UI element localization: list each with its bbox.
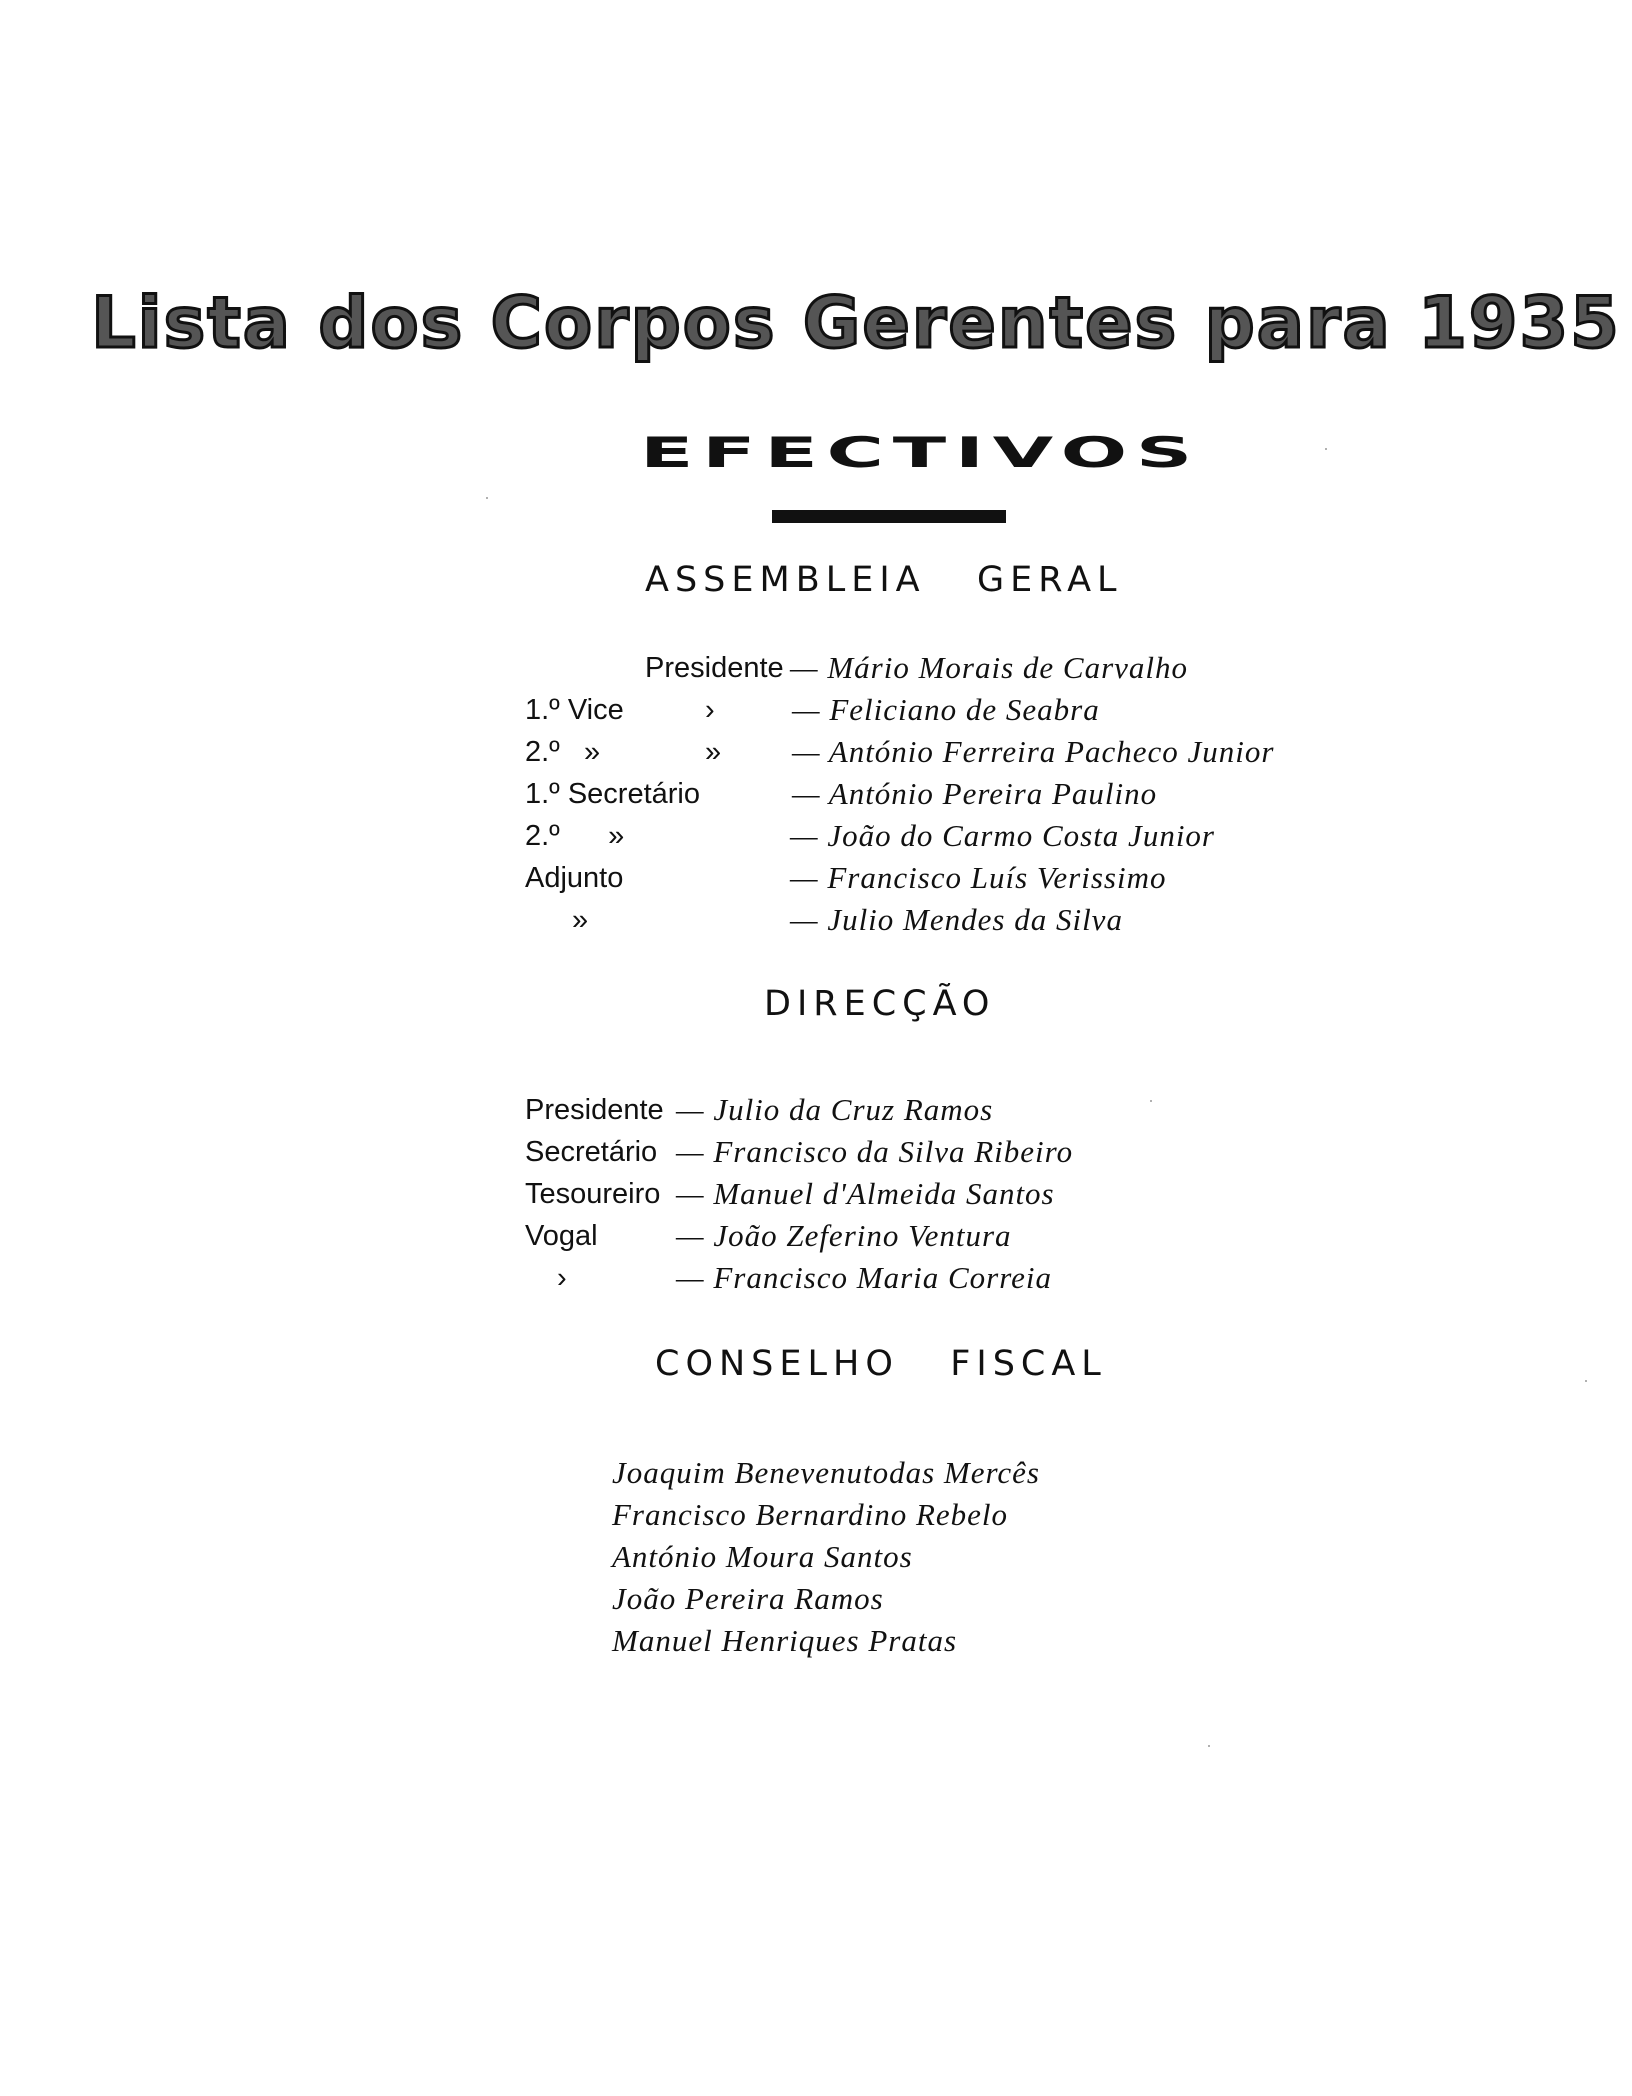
assembleia-role: 1.º Vice: [525, 694, 624, 726]
conselho-name: Joaquim Benevenutodas Mercês: [612, 1455, 1040, 1490]
direccao-role: Presidente: [525, 1094, 664, 1126]
page-title: Lista dos Corpos Gerentes para 1935: [91, 282, 1621, 364]
assembleia-ditto-mark: ›: [705, 694, 715, 726]
assembleia-role: Adjunto: [525, 862, 624, 894]
direccao-name: — Francisco Maria Correia: [676, 1260, 1053, 1295]
conselho-name: António Moura Santos: [612, 1539, 913, 1574]
conselho-name: João Pereira Ramos: [612, 1581, 884, 1616]
conselho-name: Francisco Bernardino Rebelo: [612, 1497, 1009, 1532]
assembleia-name: — Francisco Luís Verissimo: [790, 860, 1167, 895]
direccao-name: — João Zeferino Ventura: [676, 1218, 1012, 1253]
assembleia-role: 2.º »: [525, 820, 625, 852]
scan-speck: [1585, 1380, 1587, 1382]
direccao-role: Tesoureiro: [525, 1178, 661, 1210]
direccao-role: Vogal: [525, 1220, 598, 1252]
direccao-name: — Francisco da Silva Ribeiro: [676, 1134, 1074, 1169]
assembleia-name: — António Pereira Paulino: [792, 776, 1158, 811]
scan-speck: [1150, 1100, 1152, 1102]
direccao-role: Secretário: [525, 1136, 658, 1168]
assembleia-name: — Mário Morais de Carvalho: [790, 650, 1188, 685]
assembleia-name: — António Ferreira Pacheco Junior: [792, 734, 1275, 769]
subtitle-efectivos: EFECTIVOS: [640, 428, 1201, 478]
section-heading-direccao: DIRECÇÃO: [764, 984, 996, 1024]
conselho-name: Manuel Henriques Pratas: [612, 1623, 958, 1658]
direccao-role: ›: [557, 1262, 567, 1294]
section-heading-assembleia: ASSEMBLEIA GERAL: [645, 560, 1123, 600]
assembleia-ditto-mark: »: [705, 736, 722, 768]
assembleia-role: Presidente: [645, 652, 784, 684]
assembleia-name: — Julio Mendes da Silva: [790, 902, 1123, 937]
direccao-name: — Julio da Cruz Ramos: [676, 1092, 994, 1127]
scan-speck: [1325, 448, 1327, 450]
scan-speck: [1208, 1745, 1210, 1747]
assembleia-name: — João do Carmo Costa Junior: [790, 818, 1215, 853]
assembleia-role: »: [572, 904, 589, 936]
section-heading-conselho: CONSELHO FISCAL: [655, 1344, 1107, 1384]
direccao-name: — Manuel d'Almeida Santos: [676, 1176, 1055, 1211]
scan-speck: [486, 497, 488, 499]
assembleia-role: 1.º Secretário: [525, 778, 701, 810]
title-rule: [772, 510, 1006, 523]
assembleia-name: — Feliciano de Seabra: [792, 692, 1100, 727]
assembleia-role: 2.º »: [525, 736, 601, 768]
